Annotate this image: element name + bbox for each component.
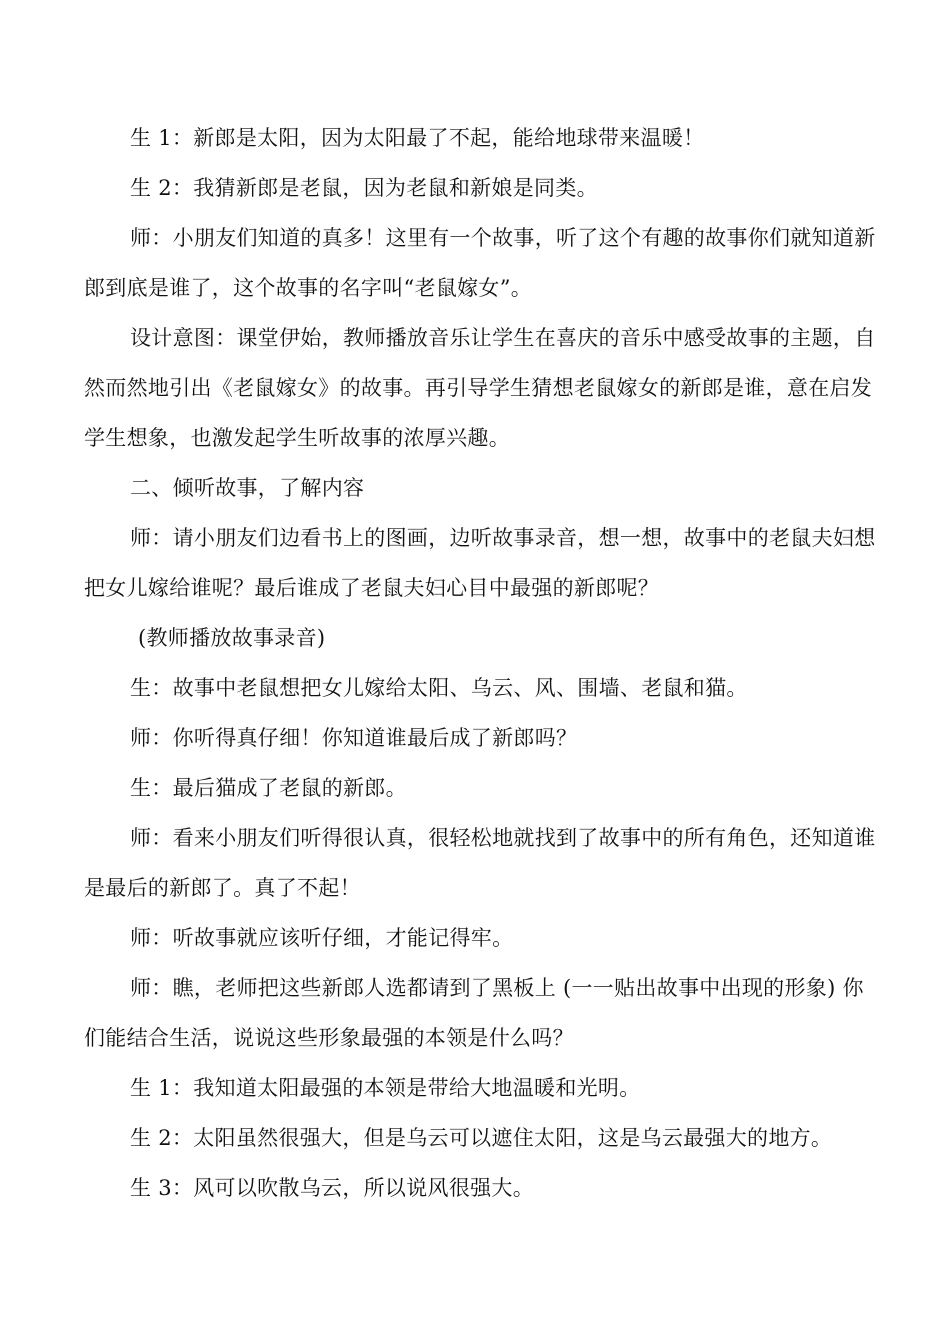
paragraph-student2-cloud: 生 2：太阳虽然很强大，但是乌云可以遮住太阳，这是乌云最强大的地方。: [130, 1126, 833, 1150]
paragraph-teacher-summary: 师：看来小朋友们听得很认真，很轻松地就找到了故事中的所有角色，还知道谁是最后的新郎了。真了不起！: [84, 826, 876, 900]
paragraph-teacher-question: 师：请小朋友们边看书上的图画，边听故事录音，想一想，故事中的老鼠夫妇想把女儿嫁给谁呢？最后谁成了老鼠夫妇心目中最强的新郎呢？: [84, 526, 876, 600]
paragraph-teacher-praise: 师：你听得真仔细！你知道谁最后成了新郎吗？: [130, 726, 578, 750]
paragraph-stage-direction: (教师播放故事录音): [138, 626, 326, 650]
paragraph-student1-sun: 生 1：新郎是太阳，因为太阳最了不起，能给地球带来温暖！: [130, 126, 705, 150]
paragraph-student-answer: 生：故事中老鼠想把女儿嫁给太阳、乌云、风、围墙、老鼠和猫。: [130, 676, 748, 700]
paragraph-student2-mouse: 生 2：我猜新郎是老鼠，因为老鼠和新娘是同类。: [130, 176, 598, 200]
paragraph-teacher-listen-carefully: 师：听故事就应该听仔细，才能记得牢。: [130, 926, 514, 950]
paragraph-design-intent: 设计意图：课堂伊始，教师播放音乐让学生在喜庆的音乐中感受故事的主题，自然而然地引出《老鼠嫁女》的故事。再引导学生猜想老鼠嫁女的新郎是谁，意在启发学生想象，也激发起学生听故事的浓厚兴趣。: [84, 326, 876, 450]
paragraph-student1-sun-ability: 生 1：我知道太阳最强的本领是带给大地温暖和光明。: [130, 1076, 641, 1100]
paragraph-student3-wind: 生 3：风可以吹散乌云，所以说风很强大。: [130, 1176, 535, 1200]
paragraph-teacher-blackboard: 师：瞧，老师把这些新郎人选都请到了黑板上 (一一贴出故事中出现的形象) 你们能结合生活，说说这些形象最强的本领是什么吗？: [84, 976, 864, 1050]
paragraph-student-cat: 生：最后猫成了老鼠的新郎。: [130, 776, 407, 800]
section-heading-listen-story: 二、倾听故事，了解内容: [130, 476, 365, 500]
paragraph-teacher-story-intro: 师：小朋友们知道的真多！这里有一个故事，听了这个有趣的故事你们就知道新郎到底是谁了，这个故事的名字叫“老鼠嫁女”。: [84, 226, 876, 300]
